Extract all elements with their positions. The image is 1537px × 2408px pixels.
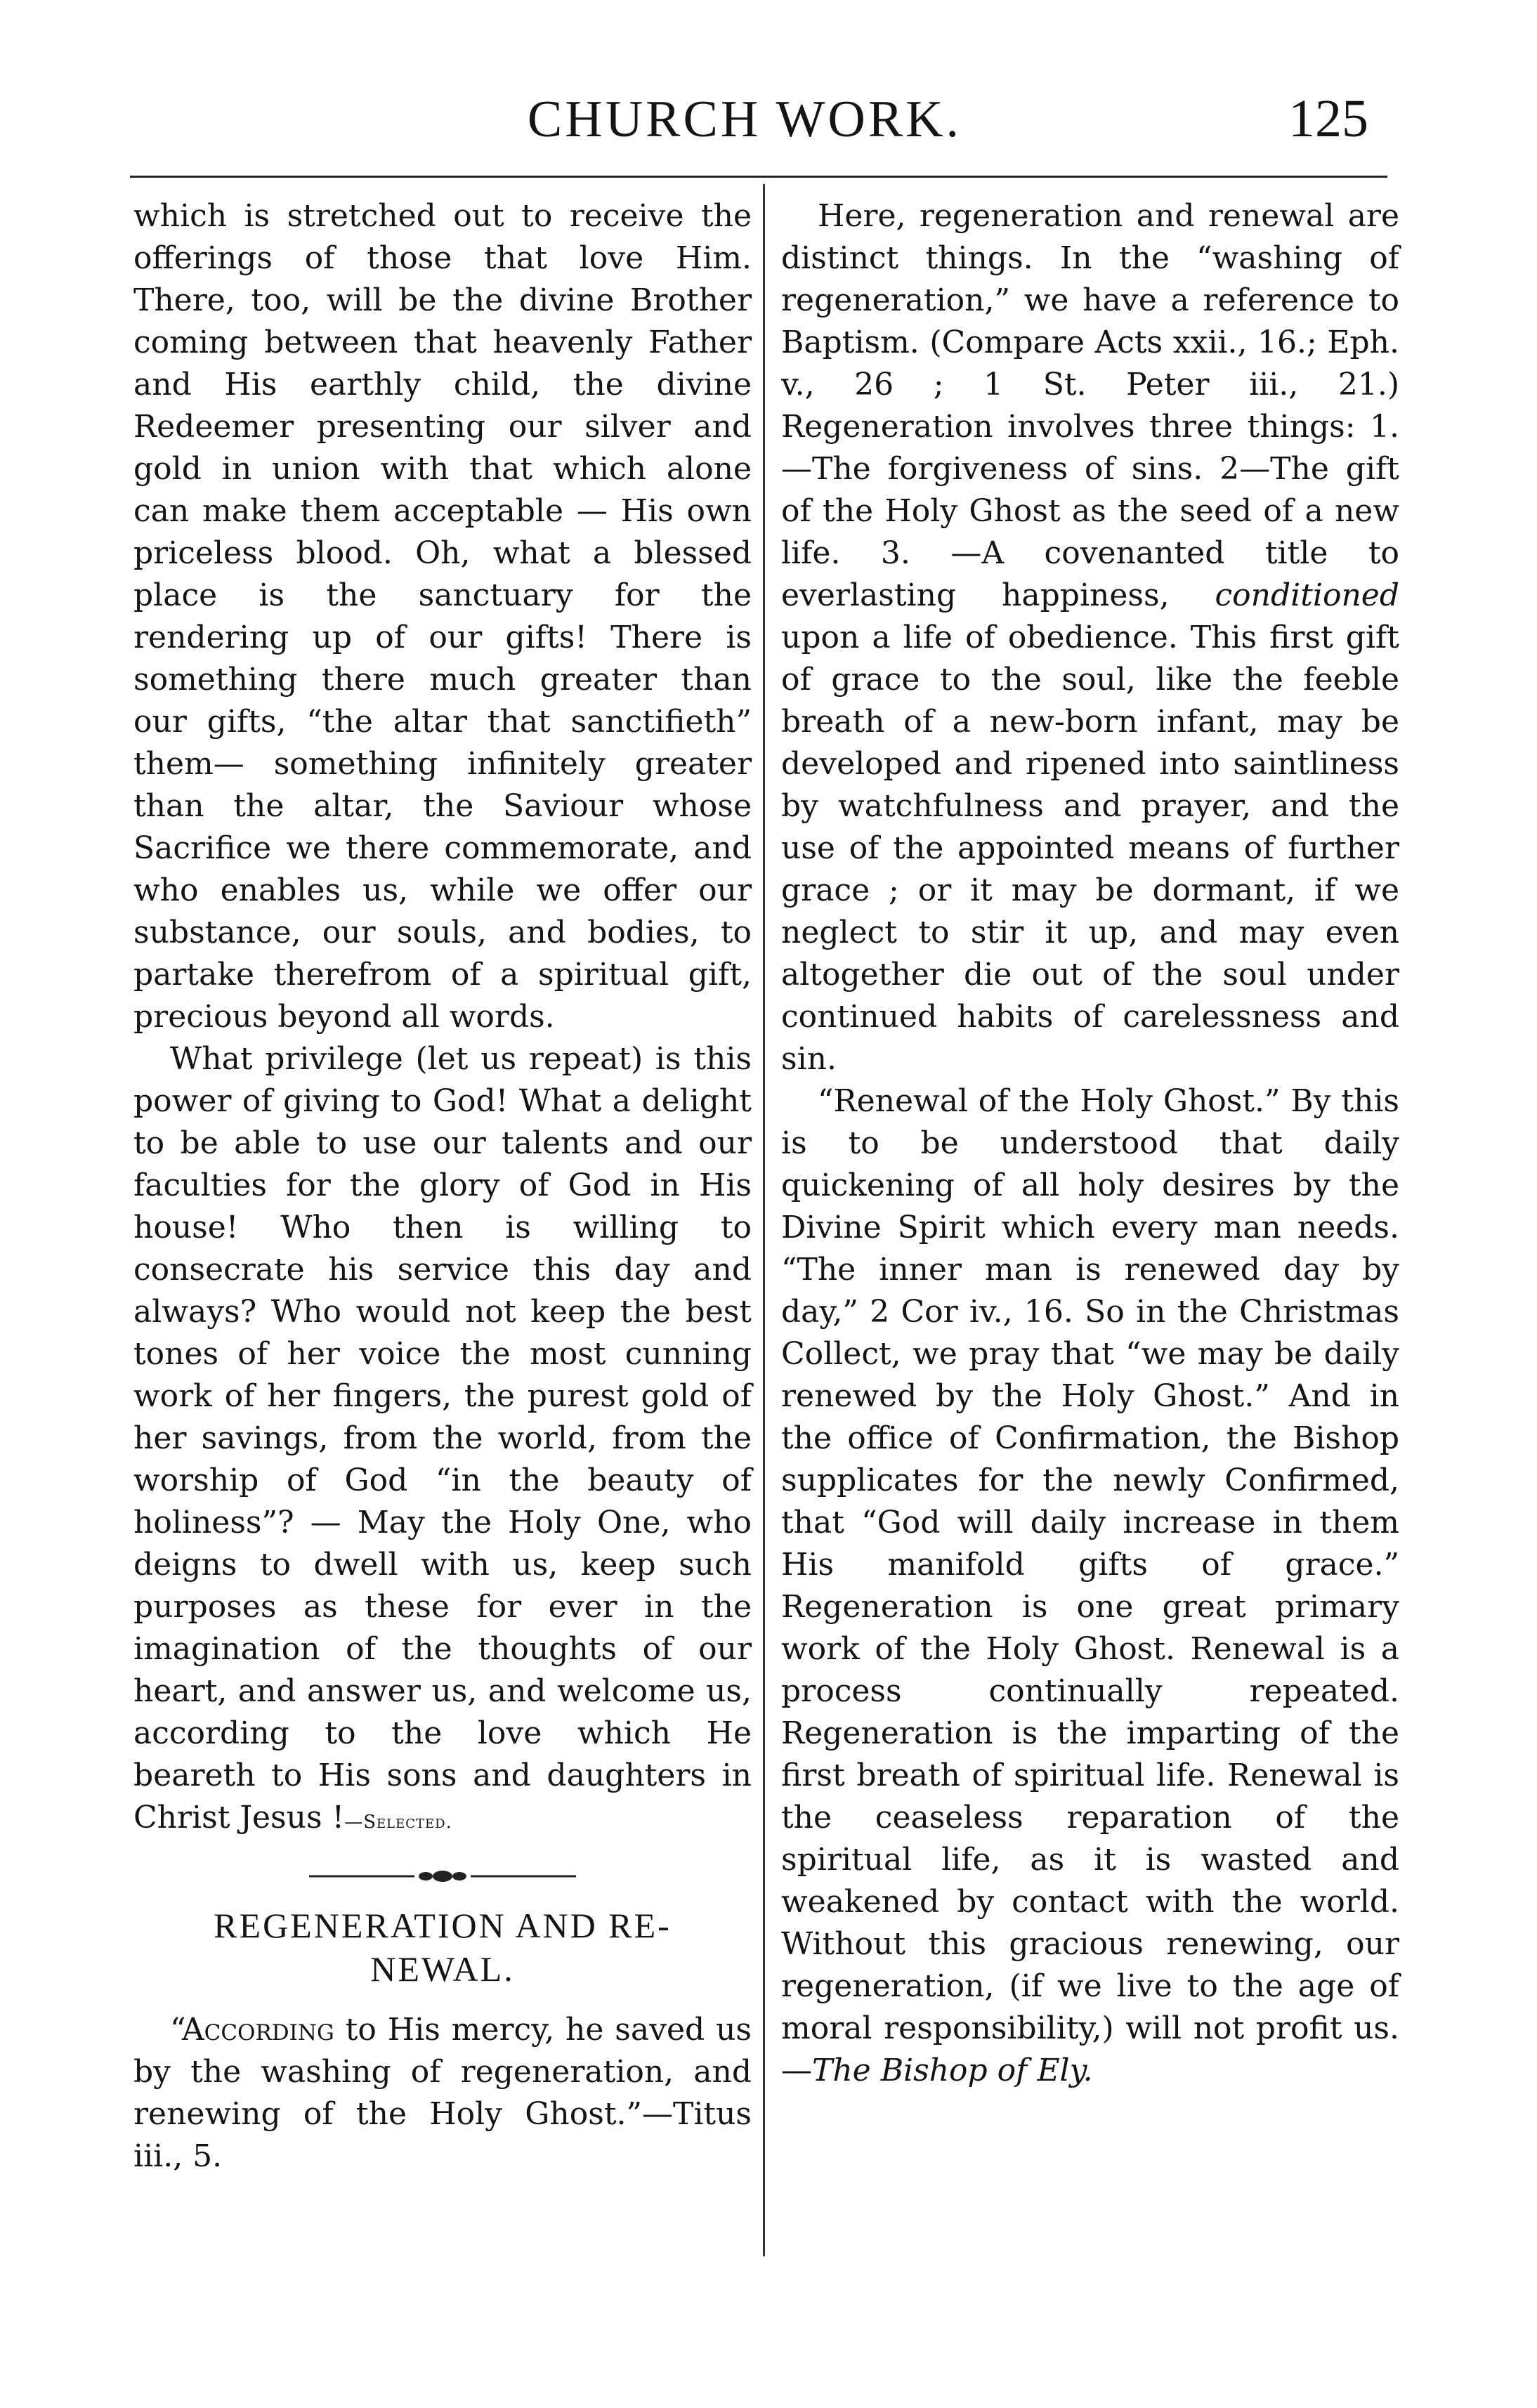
section-heading-line-2: NEWAL. bbox=[370, 1949, 515, 1989]
left-paragraph-1: which is stretched out to receive the offerings of those that love Him. There, too, will be the divine Brother coming between that heavenly Father and His earthly child, the divine Redeemer presenting our silver and gold in union with that which alone can make them acceptable — His own priceless blood. Oh, what a blessed place is the sanctuary for the rendering up of our gifts! There is something there much greater than our gifts, “the altar that sanctifieth” them— something infinitely greater than the altar, the Saviour whose Sacrifice we there commemorate, and who enables us, while we offer our substance, our souls, and bodies, to partake therefrom of a spiritual gift, precious beyond all words. bbox=[133, 198, 752, 1035]
right-paragraph-1 bbox=[781, 195, 1399, 1080]
left-paragraph-2 bbox=[133, 1038, 752, 1843]
conditioned-emphasis: conditioned bbox=[1215, 577, 1399, 613]
right-paragraph-2-text: “Renewal of the Holy Ghost.” By this is to be understood that daily quickening of all holy desires by the Divine Spirit which every man needs. “The inner man is renewed day by day,” 2 Cor iv., 16. So in the Christmas Collect, we pray that “we may be daily renewed by the Holy Ghost.” And in the office of Confirmation, the Bishop supplicates for the newly Confirmed, that “God will daily increase in them His manifold gifts of grace.” Regeneration is one great primary work of the Holy Ghost. Renewal is a process continually repeated. Regeneration is the imparting of the first breath of spiritual life. Renewal is the ceaseless reparation of the spiritual life, as it is wasted and weakened by contact with the world. Without this gracious renewing, our regeneration, (if we live to the age of moral responsibility,) will not profit us.— bbox=[781, 1083, 1399, 2088]
epigraph bbox=[133, 2009, 752, 2178]
right-paragraph-2 bbox=[781, 1080, 1399, 2092]
section-heading-line-1: REGENERATION AND RE- bbox=[214, 1906, 672, 1945]
section-heading bbox=[133, 1904, 752, 1991]
left-column bbox=[133, 195, 752, 2178]
ornament-icon bbox=[302, 1869, 583, 1884]
right-paragraph-1-text: Here, regeneration and renewal are distinct things. In the “washing of regeneration,” we have a reference to Baptism. (Compare Acts xxii., 16.; Eph. v., 26 ; 1 St. Peter iii., 21.) Regeneration involves three things: 1.—The forgiveness of sins. 2—The gift of the Holy Ghost as the seed of a new life. 3. —A covenanted title to everlasting happiness, bbox=[781, 198, 1399, 613]
running-head bbox=[105, 83, 1384, 160]
header-rule bbox=[130, 176, 1387, 178]
running-title: CHURCH WORK. bbox=[527, 91, 962, 148]
epigraph-lead: “According bbox=[170, 2012, 334, 2048]
epigraph-text: to His mercy, he saved us by the washing of regeneration, and renewing of the Holy Ghost.”—Titus iii., 5. bbox=[133, 2012, 752, 2174]
left-paragraph-2-text: What privilege (let us repeat) is this power of giving to God! What a delight to be able to use our talents and our faculties for the glory of God in His house! Who then is willing to consecrate his service this day and always? Who would not keep the best tones of her voice the most cunning work of her fingers, the purest gold of her savings, from the world, from the worship of God “in the beauty of holiness”? — May the Holy One, who deigns to dwell with us, keep such purposes as these for ever in the imagination of the thoughts of our heart, and answer us, and welcome us, according to the love which He beareth to His sons and daughters in Christ Jesus ! bbox=[133, 1041, 752, 1836]
attribution: The Bishop of Ely. bbox=[812, 2053, 1093, 2088]
right-column bbox=[781, 195, 1399, 2092]
selected-note: —Selected. bbox=[344, 1812, 452, 1833]
column-divider bbox=[763, 184, 765, 2256]
page-number: 125 bbox=[1288, 89, 1368, 148]
right-paragraph-1-end: upon a life of obedience. This first gift of grace to the soul, like the feeble breath of a new-born infant, may be developed and ripened into saintliness by watchfulness and prayer, and the use of the appointed means of further grace ; or it may be dormant, if we neglect to stir it up, and may even altogether die out of the soul under continued habits of carelessness and sin. bbox=[781, 620, 1399, 1077]
ornament-divider bbox=[133, 1853, 752, 1895]
